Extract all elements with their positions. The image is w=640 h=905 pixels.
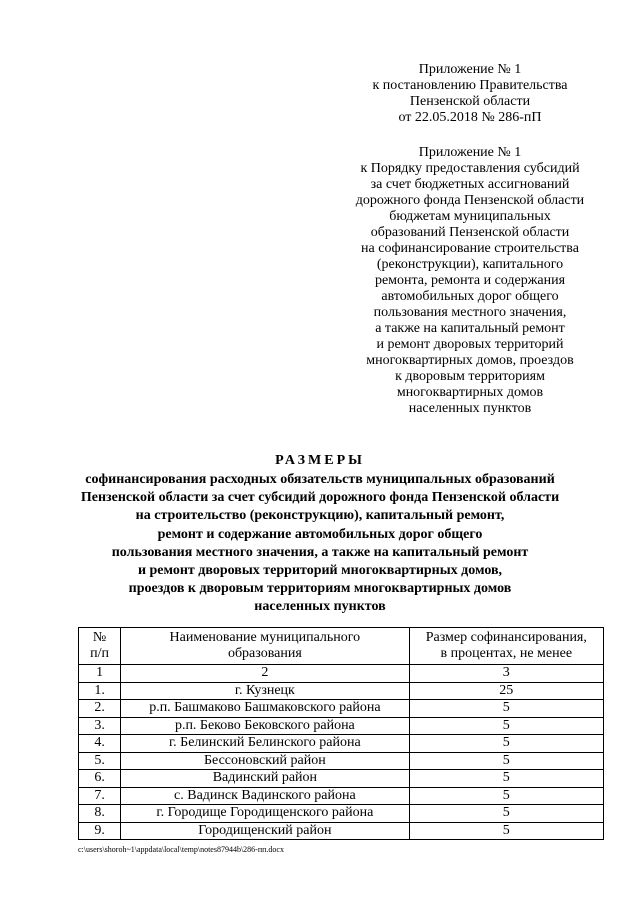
table-row bbox=[79, 822, 604, 840]
document-subtitle bbox=[40, 471, 600, 617]
appendix-line: от 22.05.2018 № 286-пП bbox=[398, 110, 542, 125]
header-cofinancing-size: Размер софинансирования, в процентах, не менее bbox=[409, 628, 603, 665]
municipality-name: г. Городище Городищенского района bbox=[121, 805, 409, 823]
cofinancing-percent: 5 bbox=[409, 752, 603, 770]
appendix-line: населенных пунктов bbox=[408, 401, 532, 416]
municipality-name: г. Кузнецк bbox=[121, 682, 409, 700]
table-row bbox=[79, 752, 604, 770]
appendix-line: и ремонт дворовых территорий bbox=[376, 337, 564, 352]
appendix-to-resolution bbox=[330, 62, 610, 126]
table-row bbox=[79, 717, 604, 735]
cofinancing-table bbox=[78, 627, 604, 840]
cofinancing-percent: 5 bbox=[409, 717, 603, 735]
appendix-line: Приложение № 1 bbox=[418, 145, 522, 160]
row-number: 8. bbox=[79, 805, 121, 823]
row-number: 1. bbox=[79, 682, 121, 700]
cofinancing-percent: 25 bbox=[409, 682, 603, 700]
appendix-line: многоквартирных домов bbox=[396, 385, 544, 400]
appendix-line: за счет бюджетных ассигнований bbox=[370, 177, 570, 192]
appendix-line: к постановлению Правительства bbox=[372, 78, 568, 93]
cofinancing-percent: 5 bbox=[409, 770, 603, 788]
row-number: 4. bbox=[79, 735, 121, 753]
subtitle-line: софинансирования расходных обязательств муниципальных образований bbox=[85, 472, 555, 487]
subtitle-line: населенных пунктов bbox=[254, 599, 386, 615]
appendix-line: (реконструкции), капитального bbox=[376, 257, 564, 272]
row-number: 9. bbox=[79, 822, 121, 840]
municipality-name: Бессоновский район bbox=[121, 752, 409, 770]
table-row bbox=[79, 682, 604, 700]
column-number: 3 bbox=[409, 665, 603, 683]
municipality-name: Городищенский район bbox=[121, 822, 409, 840]
row-number: 5. bbox=[79, 752, 121, 770]
table-header-row bbox=[79, 628, 604, 665]
cofinancing-percent: 5 bbox=[409, 700, 603, 718]
column-number: 2 bbox=[121, 665, 409, 683]
appendix-line: бюджетам муниципальных bbox=[389, 209, 551, 224]
cofinancing-percent: 5 bbox=[409, 735, 603, 753]
appendix-line: дорожного фонда Пензенской области bbox=[355, 193, 585, 208]
appendix-line: к Порядку предоставления субсидий bbox=[360, 161, 580, 176]
cofinancing-percent: 5 bbox=[409, 805, 603, 823]
subtitle-line: Пензенской области за счет субсидий дорожного фонда Пензенской области bbox=[80, 490, 560, 506]
subtitle-line: на строительство (реконструкцию), капитальный ремонт, bbox=[135, 508, 505, 524]
subtitle-line: проездов к дворовым территориям многоквартирных домов bbox=[128, 581, 512, 597]
table-row bbox=[79, 805, 604, 823]
municipality-name: р.п. Беково Бековского района bbox=[121, 717, 409, 735]
appendix-line: ремонта, ремонта и содержания bbox=[374, 273, 566, 288]
appendix-line: на софинансирование строительства bbox=[361, 241, 579, 256]
row-number: 2. bbox=[79, 700, 121, 718]
table-row bbox=[79, 787, 604, 805]
appendix-to-procedure bbox=[330, 145, 610, 417]
row-number: 7. bbox=[79, 787, 121, 805]
subtitle-line: и ремонт дворовых территорий многоквартирных домов, bbox=[137, 563, 503, 579]
document-title: РАЗМЕРЫ bbox=[275, 453, 365, 468]
file-path-footer: c:\users\shoroh~1\appdata\local\temp\notes87944b\286-пп.docx bbox=[78, 845, 284, 854]
header-municipality: Наименование муниципального образования bbox=[121, 628, 409, 665]
appendix-line: пользования местного значения, bbox=[373, 305, 567, 320]
cofinancing-percent: 5 bbox=[409, 787, 603, 805]
appendix-line: автомобильных дорог общего bbox=[381, 289, 559, 304]
appendix-line: Пензенской области bbox=[409, 94, 531, 109]
table-row bbox=[79, 735, 604, 753]
subtitle-line: пользования местного значения, а также на капитальный ремонт bbox=[111, 544, 529, 560]
subtitle-line: ремонт и содержание автомобильных дорог общего bbox=[157, 526, 483, 542]
municipality-name: р.п. Башмаково Башмаковского района bbox=[121, 700, 409, 718]
column-number-row bbox=[79, 665, 604, 683]
appendix-line: а также на капитальный ремонт bbox=[375, 321, 565, 336]
cofinancing-percent: 5 bbox=[409, 822, 603, 840]
municipality-name: Вадинский район bbox=[121, 770, 409, 788]
table-row bbox=[79, 700, 604, 718]
appendix-line: образований Пензенской области bbox=[370, 225, 570, 240]
municipality-name: с. Вадинск Вадинского района bbox=[121, 787, 409, 805]
column-number: 1 bbox=[79, 665, 121, 683]
row-number: 6. bbox=[79, 770, 121, 788]
appendix-line: Приложение № 1 bbox=[418, 62, 522, 77]
municipality-name: г. Белинский Белинского района bbox=[121, 735, 409, 753]
row-number: 3. bbox=[79, 717, 121, 735]
header-number: № п/п bbox=[79, 628, 121, 665]
table-row bbox=[79, 770, 604, 788]
appendix-line: многоквартирных домов, проездов bbox=[366, 353, 574, 368]
appendix-line: к дворовым территориям bbox=[395, 369, 545, 384]
